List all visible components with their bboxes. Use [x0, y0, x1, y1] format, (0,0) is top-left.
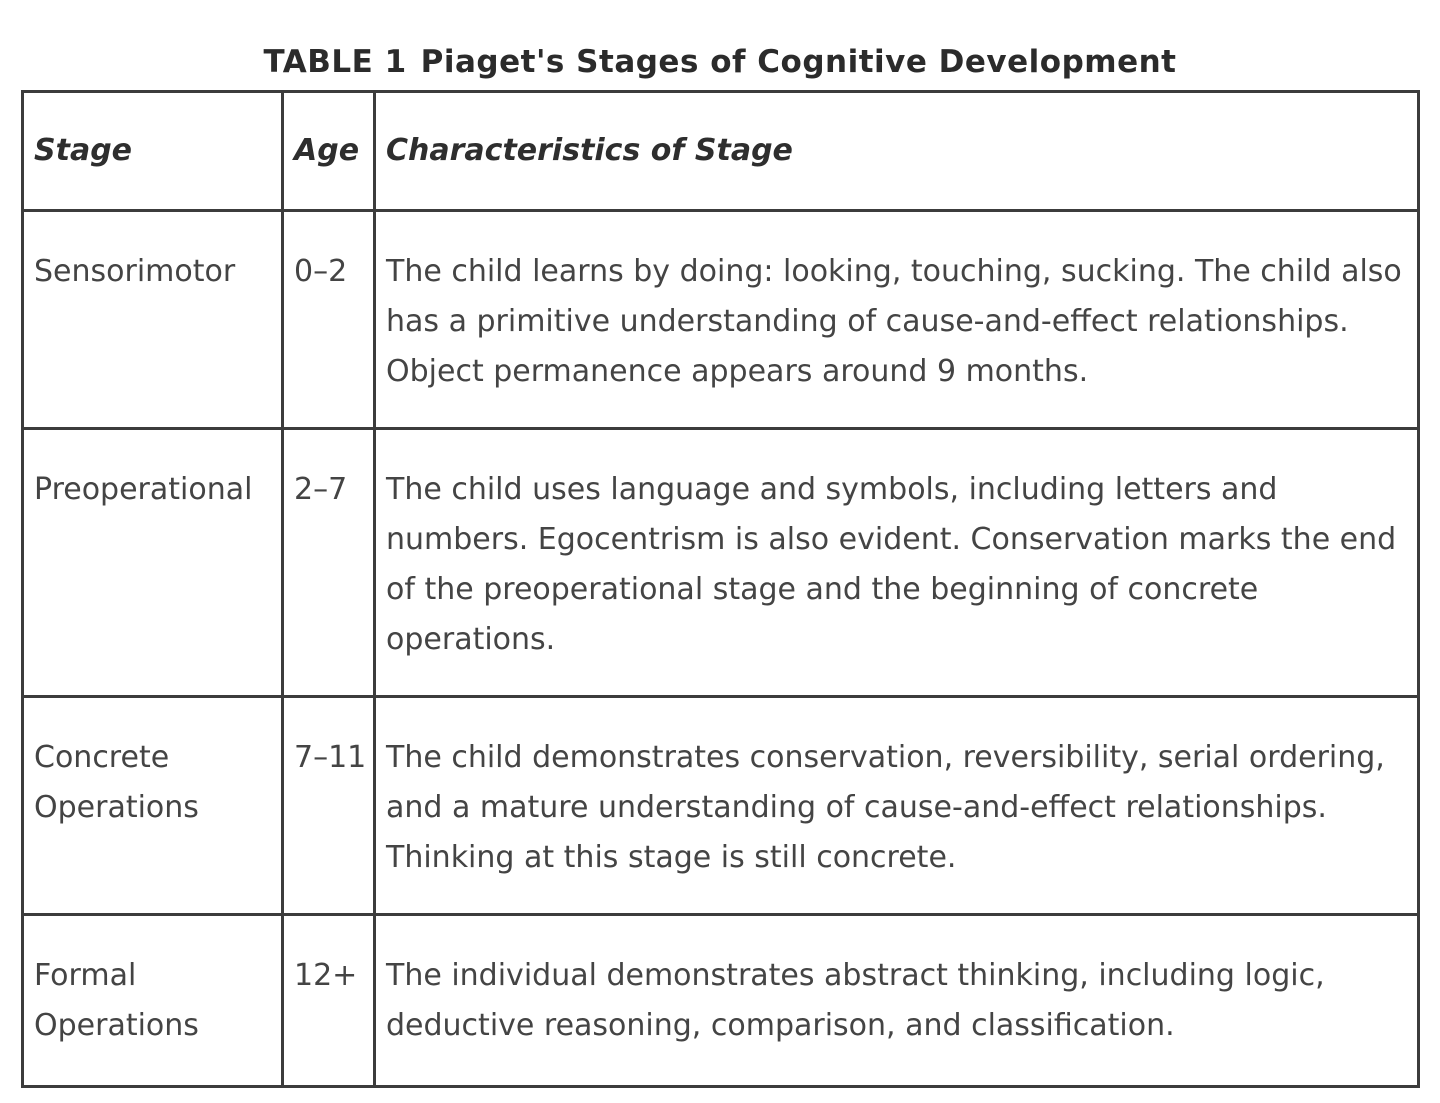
- age-cell: 0–2: [283, 211, 375, 429]
- table-row: [23, 429, 1419, 697]
- characteristics-cell: The child uses language and symbols, including letters and numbers. Egocentrism is also evident. Conservation marks the end of the preoperational stage and the beginning of concrete operations.: [375, 429, 1419, 697]
- table-header-row: [23, 92, 1419, 211]
- age-cell: 7–11: [283, 697, 375, 915]
- table-caption: [0, 44, 1440, 80]
- characteristics-cell: The child demonstrates conservation, reversibility, serial ordering, and a mature understanding of cause-and-effect relationships. Thinking at this stage is still concrete.: [375, 697, 1419, 915]
- age-cell: 12+: [283, 915, 375, 1087]
- column-header-age: Age: [283, 92, 375, 211]
- column-header-characteristics: Characteristics of Stage: [375, 92, 1419, 211]
- characteristics-cell: The child learns by doing: looking, touching, sucking. The child also has a primitive understanding of cause-and-effect relationships. Object permanence appears around 9 months.: [375, 211, 1419, 429]
- stage-cell: Preoperational: [23, 429, 283, 697]
- piaget-stages-table: [21, 90, 1420, 1088]
- stage-cell: Formal Operations: [23, 915, 283, 1087]
- column-header-stage: Stage: [23, 92, 283, 211]
- stage-cell: Concrete Operations: [23, 697, 283, 915]
- table-row: [23, 915, 1419, 1087]
- table-row: [23, 697, 1419, 915]
- stage-cell: Sensorimotor: [23, 211, 283, 429]
- table-number: TABLE 1: [263, 44, 407, 80]
- table-row: [23, 211, 1419, 429]
- age-cell: 2–7: [283, 429, 375, 697]
- table-title: Piaget's Stages of Cognitive Development: [420, 44, 1177, 80]
- characteristics-cell: The individual demonstrates abstract thinking, including logic, deductive reasoning, comparison, and classification.: [375, 915, 1419, 1087]
